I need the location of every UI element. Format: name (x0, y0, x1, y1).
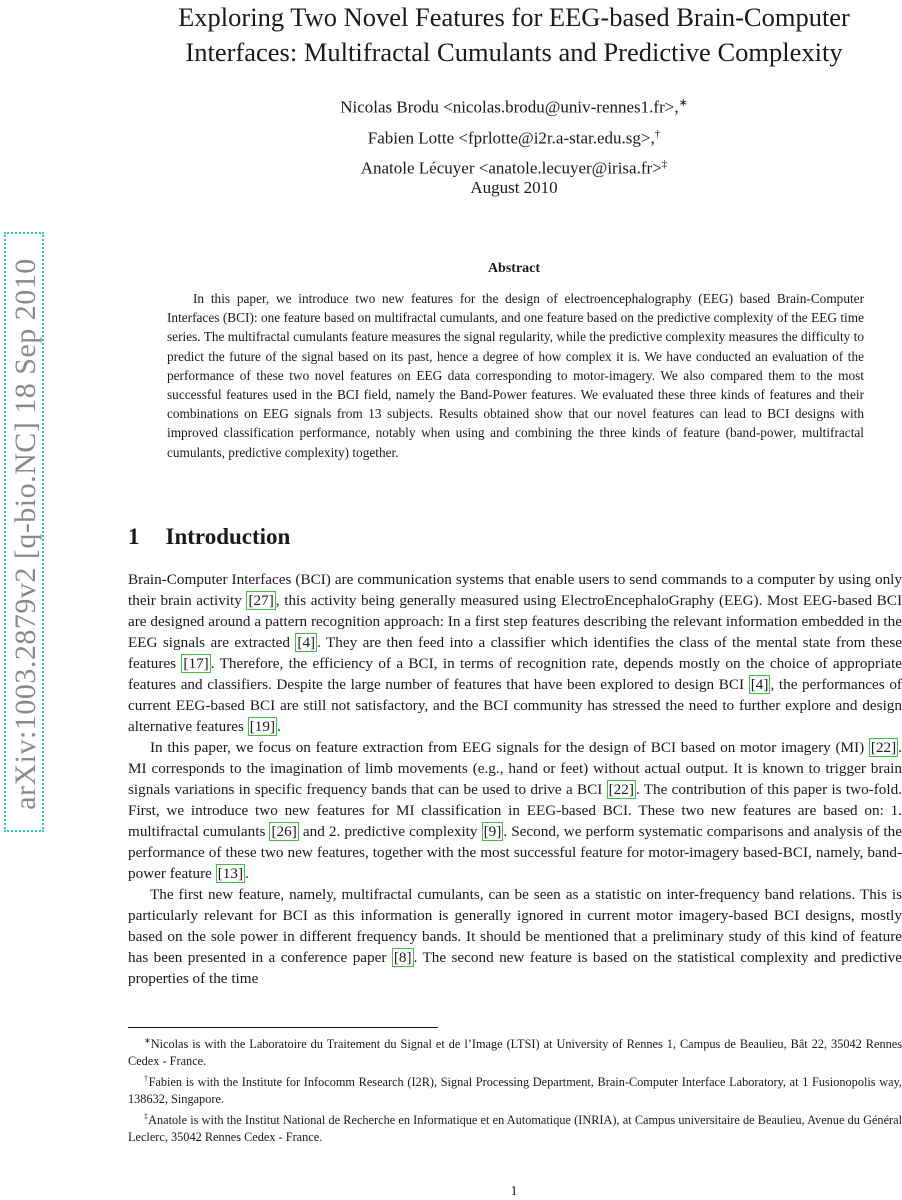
author-line (124, 90, 902, 121)
abstract-text: In this paper, we introduce two new features for the design of electroencephalography (EEG) based Brain-Computer Interfaces (BCI): one feature based on multifractal cumulants, and one feature based on the predictive complexity of the EEG time series. The multifractal cumulants feature measures the signal regularity, while the predictive complexity measures the difficulty to predict the future of the signal based on its past, hence a degree of how complex it is. We have conducted an evaluation of the performance of these two novel features on EEG data corresponding to motor-imagery. We also compared them to the most successful features used in the BCI field, namely the Band-Power features. We evaluated these three kinds of features and their combinations on EEG signals from 13 subjects. Results obtained show that our novel features can lead to BCI designs with improved classification performance, notably when using and combining the three kinds of feature (band-power, multifractal cumulants, predictive complexity) together. (167, 291, 864, 460)
author-text: Anatole Lécuyer <anatole.lecuyer@irisa.fr> (360, 158, 662, 178)
text-run: The first new feature, namely, multifractal cumulants, can be seen as a statistic on inter-frequency band relations. This is particularly relevant for BCI as this information is generally ignored in current motor imagery-based BCI designs, mostly based on the sole power in different frequency bands. It should be mentioned that a preliminary study of this kind of feature has been presented in a conference paper (128, 886, 902, 966)
introduction-body (128, 569, 902, 989)
footnote-text: Nicolas is with the Laboratoire du Traitement du Signal et de l’Image (LTSI) at University of Rennes 1, Campus de Beaulieu, Bât 22, 35042 Rennes Cedex - France. (128, 1037, 902, 1069)
footnote-text: Fabien is with the Institute for Infocomm Research (I2R), Signal Processing Department, Brain-Computer Interface Laboratory, at 1 Fusionopolis way, 138632, Singapore. (128, 1075, 902, 1107)
section-number: 1 (128, 524, 140, 549)
intro-paragraph (128, 884, 902, 989)
citation-link[interactable]: [19] (249, 718, 276, 735)
author-text: Nicolas Brodu <nicolas.brodu@univ-rennes1.fr>, (340, 97, 679, 117)
citation-link[interactable]: [9] (483, 823, 502, 840)
footnote-mark: ‡ (144, 1112, 149, 1122)
text-run: and 2. predictive complexity (298, 823, 482, 840)
footnote (128, 1108, 902, 1146)
author-footnote-mark[interactable]: ‡ (661, 158, 668, 171)
citation-link[interactable]: [4] (297, 634, 316, 651)
citation-link[interactable]: [27] (248, 592, 274, 609)
text-run: Brain-Computer Interfaces (BCI) are communication systems that enable users to send commands to a computer by using only their brain activity (128, 571, 902, 609)
text-run: . (245, 865, 249, 882)
citation-link[interactable]: [4] (750, 676, 769, 693)
paper-title (124, 0, 902, 70)
footnote (128, 1070, 902, 1108)
footnote-text: Anatole is with the Institut National de Recherche en Informatique et en Automatique (INRIA), at Campus universitaire de Beaulieu, Avenue du Général Leclerc, 35042 Rennes Cedex - France. (128, 1113, 902, 1145)
intro-paragraph (128, 569, 902, 737)
page-number: 1 (510, 1184, 518, 1199)
text-run: . (277, 718, 281, 735)
text-run: . The contribution of this paper is two-fold. First, we introduce two new features for MI classification in EEG-based BCI. These two new features are based on: 1. multifractal cumulants (128, 781, 902, 840)
text-run: , the performances of current EEG-based BCI are still not satisfactory, and the BCI community has stressed the need to further explore and design alternative features (128, 676, 902, 735)
text-run: In this paper, we focus on feature extraction from EEG signals for the design of BCI based on motor imagery (MI) (150, 739, 869, 756)
abstract-heading: Abstract (487, 261, 541, 276)
footnote (128, 1032, 902, 1070)
arxiv-stamp-text: arXiv:1003.2879v2 [q-bio.NC] 18 Sep 2010 (9, 258, 42, 810)
text-run: . The second new feature is based on the statistical complexity and predictive properties of the time (128, 949, 902, 987)
citation-link[interactable]: [8] (393, 949, 412, 966)
arxiv-stamp[interactable] (4, 232, 44, 832)
paper-date: August 2010 (470, 178, 558, 197)
title-line: Exploring Two Novel Features for EEG-based Brain-Computer (178, 2, 850, 32)
title-line: Interfaces: Multifractal Cumulants and Predictive Complexity (185, 37, 843, 67)
text-run: . They are then feed into a classifier which identifies the class of the mental state from these features (128, 634, 902, 672)
intro-paragraph (128, 737, 902, 884)
footnote-mark: ∗ (144, 1036, 151, 1045)
text-run: , this activity being generally measured using ElectroEncephaloGraphy (EEG). Most EEG-based BCI are designed around a pattern recognition approach: In a first step features describing the relevant information embedded in the EEG signals are extracted (128, 592, 902, 651)
abstract-body (167, 289, 864, 462)
author-line (124, 121, 902, 152)
section-heading (128, 524, 290, 550)
author-text: Fabien Lotte <fprlotte@i2r.a-star.edu.sg>, (367, 128, 655, 148)
section-title: Introduction (165, 524, 291, 549)
author-footnote-mark[interactable]: ∗ (678, 97, 688, 109)
author-list (124, 90, 902, 182)
author-footnote-mark[interactable]: † (654, 127, 661, 140)
citation-link[interactable]: [26] (271, 823, 297, 840)
citation-link[interactable]: [13] (217, 865, 244, 882)
citation-link[interactable]: [22] (870, 739, 897, 756)
citation-link[interactable]: [17] (183, 655, 209, 672)
footnotes (128, 1032, 902, 1146)
footnote-rule (128, 1027, 438, 1028)
text-run: . Second, we perform systematic comparisons and analysis of the performance of these two new features, together with the most successful feature for motor-imagery based-BCI, namely, band-power feature (128, 823, 902, 882)
text-run: . Therefore, the efficiency of a BCI, in terms of recognition rate, depends mostly on the choice of appropriate features and classifiers. Despite the large number of features that have been explored to design BCI (128, 655, 902, 693)
footnote-mark: † (144, 1074, 149, 1084)
text-run: . MI corresponds to the imagination of limb movements (e.g., hand or feet) without actual output. It is known to trigger brain signals variations in specific frequency bands that can be used to drive a BCI (128, 739, 902, 798)
citation-link[interactable]: [22] (608, 781, 634, 798)
